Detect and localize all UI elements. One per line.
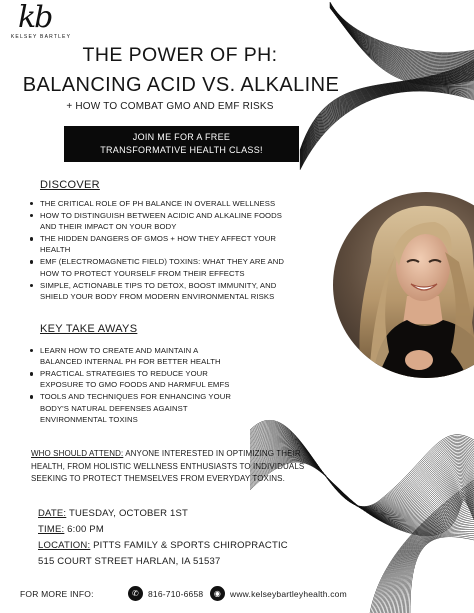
footer-label: FOR MORE INFO:	[20, 589, 94, 599]
list-item: THE CRITICAL ROLE OF PH BALANCE IN OVERALL WELLNESS	[28, 198, 290, 209]
event-date	[38, 508, 188, 519]
brand-logo	[8, 0, 74, 44]
footer-phone[interactable]: 816-710-6658	[148, 589, 204, 599]
takeaways-list	[28, 345, 238, 426]
list-item: THE HIDDEN DANGERS OF GMOS + HOW THEY AFFECT YOUR HEALTH	[28, 233, 290, 255]
logo-monogram: kb	[18, 0, 52, 35]
join-banner-line-2: TRANSFORMATIVE HEALTH CLASS!	[100, 145, 263, 155]
join-banner	[64, 126, 299, 162]
time-label: TIME:	[38, 524, 65, 535]
page-title-line-1: THE POWER OF PH:	[82, 44, 278, 66]
time-value: 6:00 PM	[64, 524, 104, 535]
takeaways-heading: KEY TAKE AWAYS	[40, 323, 138, 335]
location-label: LOCATION:	[38, 540, 91, 551]
attend-label: WHO SHOULD ATTEND:	[31, 449, 124, 458]
discover-list	[28, 198, 290, 303]
list-item: LEARN HOW TO CREATE AND MAINTAIN A BALANCED INTERNAL PH FOR BETTER HEALTH	[28, 345, 238, 367]
globe-icon: ◉	[210, 586, 225, 601]
phone-icon: ✆	[128, 586, 143, 601]
date-value: TUESDAY, OCTOBER 1ST	[66, 508, 189, 519]
join-banner-line-1: JOIN ME FOR A FREE	[132, 132, 231, 142]
logo-name: KELSEY BARTLEY	[10, 34, 72, 40]
footer-website-link[interactable]: www.kelseybartleyhealth.com	[230, 589, 347, 599]
list-item: PRACTICAL STRATEGIES TO REDUCE YOUR EXPOSURE TO GMO FOODS AND HARMFUL EMFS	[28, 368, 238, 390]
list-item: EMF (ELECTROMAGNETIC FIELD) TOXINS: WHAT THEY ARE AND HOW TO PROTECT YOURSELF FROM THEIR EFFECTS	[28, 256, 290, 278]
list-item: TOOLS AND TECHNIQUES FOR ENHANCING YOUR BODY'S NATURAL DEFENSES AGAINST ENVIRONMENTAL TOXINS	[28, 391, 238, 425]
page-title-line-2: BALANCING ACID VS. ALKALINE	[22, 74, 340, 96]
event-time	[38, 524, 104, 535]
event-location	[38, 540, 288, 551]
event-address: 515 COURT STREET HARLAN, IA 51537	[38, 556, 221, 567]
footer	[20, 586, 460, 604]
who-should-attend	[31, 448, 331, 486]
list-item: SIMPLE, ACTIONABLE TIPS TO DETOX, BOOST IMMUNITY, AND SHIELD YOUR BODY FROM MODERN ENVIRONMENTAL RISKS	[28, 280, 290, 302]
location-value: PITTS FAMILY & SPORTS CHIROPRACTIC	[90, 540, 288, 551]
attend-text: ANYONE INTERESTED IN OPTIMIZING THEIR HEALTH, FROM HOLISTIC WELLNESS ENTHUSIASTS TO INDIVIDUALS SEEKING TO PROTECT THEMSELVES FROM EVERYDAY TOXINS.	[31, 449, 305, 484]
list-item: HOW TO DISTINGUISH BETWEEN ACIDIC AND ALKALINE FOODS AND THEIR IMPACT ON YOUR BODY	[28, 210, 290, 232]
discover-heading: DISCOVER	[40, 179, 100, 191]
page-subtitle: + HOW TO COMBAT GMO AND EMF RISKS	[66, 101, 274, 112]
date-label: DATE:	[38, 508, 67, 519]
